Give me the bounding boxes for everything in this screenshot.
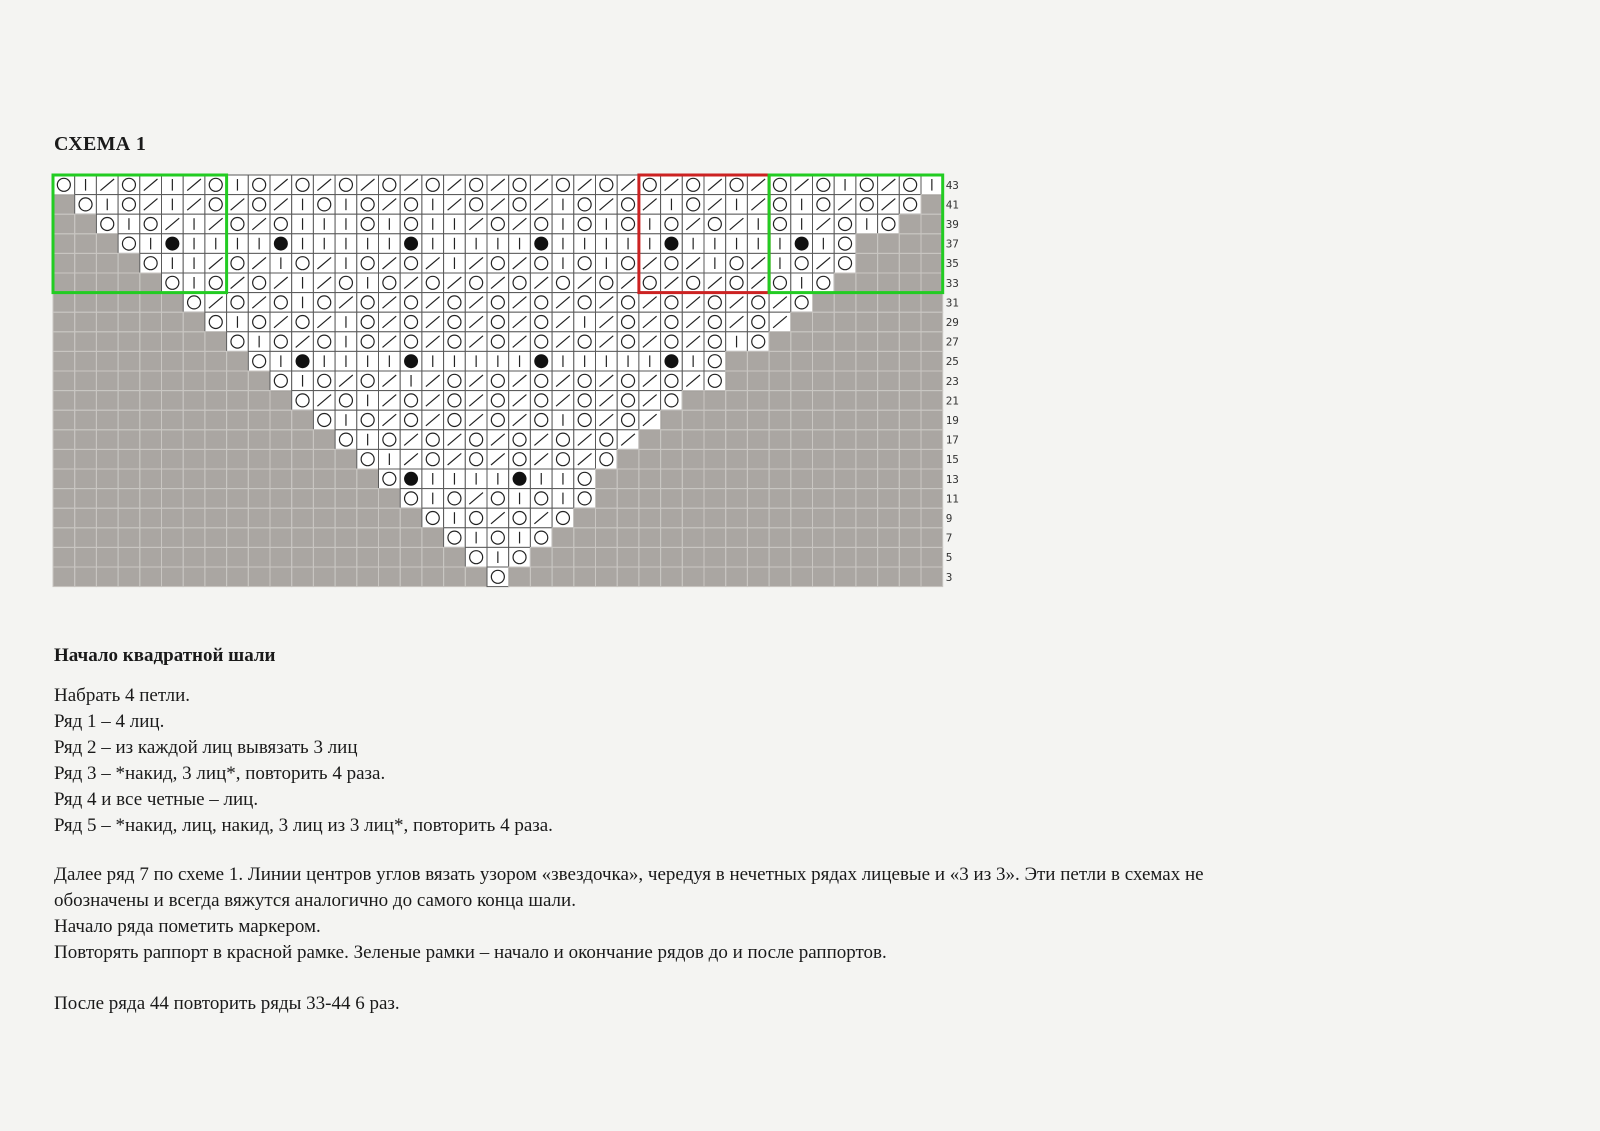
instruction-line: Начало ряда пометить маркером. bbox=[54, 916, 321, 937]
row-number-label: 5 bbox=[945, 551, 953, 565]
row-number-label: 31 bbox=[945, 296, 959, 310]
row-number-label: 21 bbox=[945, 394, 959, 408]
row-number-label: 7 bbox=[945, 531, 953, 545]
instruction-line: Далее ряд 7 по схеме 1. Линии центров углов вязать узором «звездочка», чередуя в нечетных рядах лицевые и «3 из 3». Эти петли в схемах не bbox=[54, 864, 1204, 885]
bobble-symbol bbox=[404, 472, 418, 486]
row-number-label: 29 bbox=[945, 316, 959, 329]
row-number-label: 23 bbox=[945, 374, 959, 388]
row-number-label: 11 bbox=[945, 492, 959, 506]
bobble-symbol bbox=[534, 354, 548, 368]
cast-on-instructions bbox=[54, 683, 553, 839]
row-number-label: 27 bbox=[945, 335, 959, 349]
bobble-symbol bbox=[664, 237, 678, 251]
bobble-symbol bbox=[404, 354, 418, 368]
instruction-line: обозначены и всегда вяжутся аналогично до самого конца шали. bbox=[54, 890, 576, 911]
instruction-line: Ряд 4 и все четные – лиц. bbox=[54, 789, 259, 810]
chart-title: СХЕМА 1 bbox=[54, 133, 147, 155]
bobble-symbol bbox=[274, 237, 288, 251]
row-number-label: 39 bbox=[945, 218, 959, 231]
row-number-label: 37 bbox=[945, 237, 959, 251]
bobble-symbol bbox=[165, 237, 179, 251]
row-number-label: 35 bbox=[945, 257, 959, 271]
instruction-line: Набрать 4 петли. bbox=[54, 685, 191, 706]
bobble-symbol bbox=[296, 354, 310, 368]
row-number-label: 25 bbox=[945, 355, 959, 369]
pattern-instructions bbox=[54, 862, 1204, 966]
row-number-label: 41 bbox=[945, 198, 959, 212]
instruction-line: Ряд 1 – 4 лиц. bbox=[54, 711, 165, 732]
row-number-label: 19 bbox=[945, 414, 959, 427]
bobble-symbol bbox=[664, 354, 678, 368]
row-number-label: 17 bbox=[945, 433, 959, 447]
final-note bbox=[54, 991, 400, 1017]
row-number-label: 3 bbox=[945, 570, 953, 584]
bobble-symbol bbox=[513, 472, 527, 486]
instruction-line: После ряда 44 повторить ряды 33-44 6 раз. bbox=[54, 993, 400, 1014]
bobble-symbol bbox=[404, 237, 418, 251]
row-number-label: 13 bbox=[945, 472, 959, 486]
instruction-line: Ряд 5 – *накид, лиц, накид, 3 лиц из 3 лиц*, повторить 4 раза. bbox=[54, 815, 553, 836]
row-number-label: 9 bbox=[945, 512, 953, 525]
bobble-symbol bbox=[795, 237, 809, 251]
row-number-label: 15 bbox=[945, 453, 959, 467]
section-title: Начало квадратной шали bbox=[54, 645, 276, 666]
instruction-line: Повторять раппорт в красной рамке. Зеленые рамки – начало и окончание рядов до и после раппортов. bbox=[54, 942, 887, 963]
knitting-chart-svg bbox=[0, 0, 1000, 600]
row-number-label: 33 bbox=[945, 276, 959, 290]
instruction-line: Ряд 3 – *накид, 3 лиц*, повторить 4 раза. bbox=[54, 763, 386, 784]
row-number-label: 43 bbox=[945, 178, 959, 192]
bobble-symbol bbox=[534, 237, 548, 251]
instruction-line: Ряд 2 – из каждой лиц вывязать 3 лиц bbox=[54, 737, 358, 758]
